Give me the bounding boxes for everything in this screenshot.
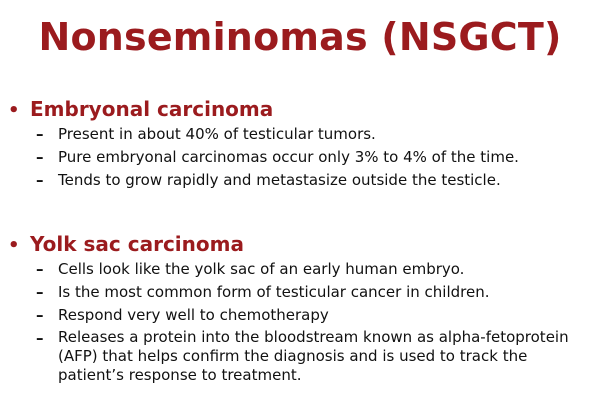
list-item	[36, 282, 596, 303]
sub-bullet-list	[8, 259, 596, 385]
dash-icon: –	[36, 125, 44, 143]
list-item	[36, 124, 596, 145]
list-item-text: Tends to grow rapidly and metastasize outside the testicle.	[58, 171, 501, 189]
section-yolk-sac-carcinoma	[8, 231, 596, 387]
section-heading-row	[8, 231, 596, 257]
bullet-icon: •	[8, 100, 20, 121]
dash-icon: –	[36, 306, 44, 324]
dash-icon: –	[36, 283, 44, 301]
section-embryonal-carcinoma	[8, 96, 596, 193]
list-item-text: Pure embryonal carcinomas occur only 3% to 4% of the time.	[58, 148, 519, 166]
list-item	[36, 259, 596, 280]
list-item	[36, 305, 596, 326]
section-heading: Embryonal carcinoma	[30, 97, 274, 121]
dash-icon: –	[36, 260, 44, 278]
list-item-text: Present in about 40% of testicular tumors.	[58, 125, 376, 143]
section-heading-row	[8, 96, 596, 122]
list-item-text: Cells look like the yolk sac of an early human embryo.	[58, 260, 465, 278]
bullet-icon: •	[8, 235, 20, 256]
sub-bullet-list	[8, 124, 596, 191]
dash-icon: –	[36, 148, 44, 166]
list-item	[36, 328, 596, 385]
dash-icon: –	[36, 329, 44, 347]
slide-title: Nonseminomas (NSGCT)	[38, 15, 562, 59]
dash-icon: –	[36, 171, 44, 189]
list-item-text: Is the most common form of testicular cancer in children.	[58, 283, 490, 301]
list-item	[36, 170, 596, 191]
list-item-text: Releases a protein into the bloodstream known as alpha-fetoprotein (AFP) that helps confirm the diagnosis and is used to track the patient’s response to treatment.	[58, 328, 569, 384]
section-heading: Yolk sac carcinoma	[30, 232, 244, 256]
list-item-text: Respond very well to chemotherapy	[58, 306, 329, 324]
list-item	[36, 147, 596, 168]
